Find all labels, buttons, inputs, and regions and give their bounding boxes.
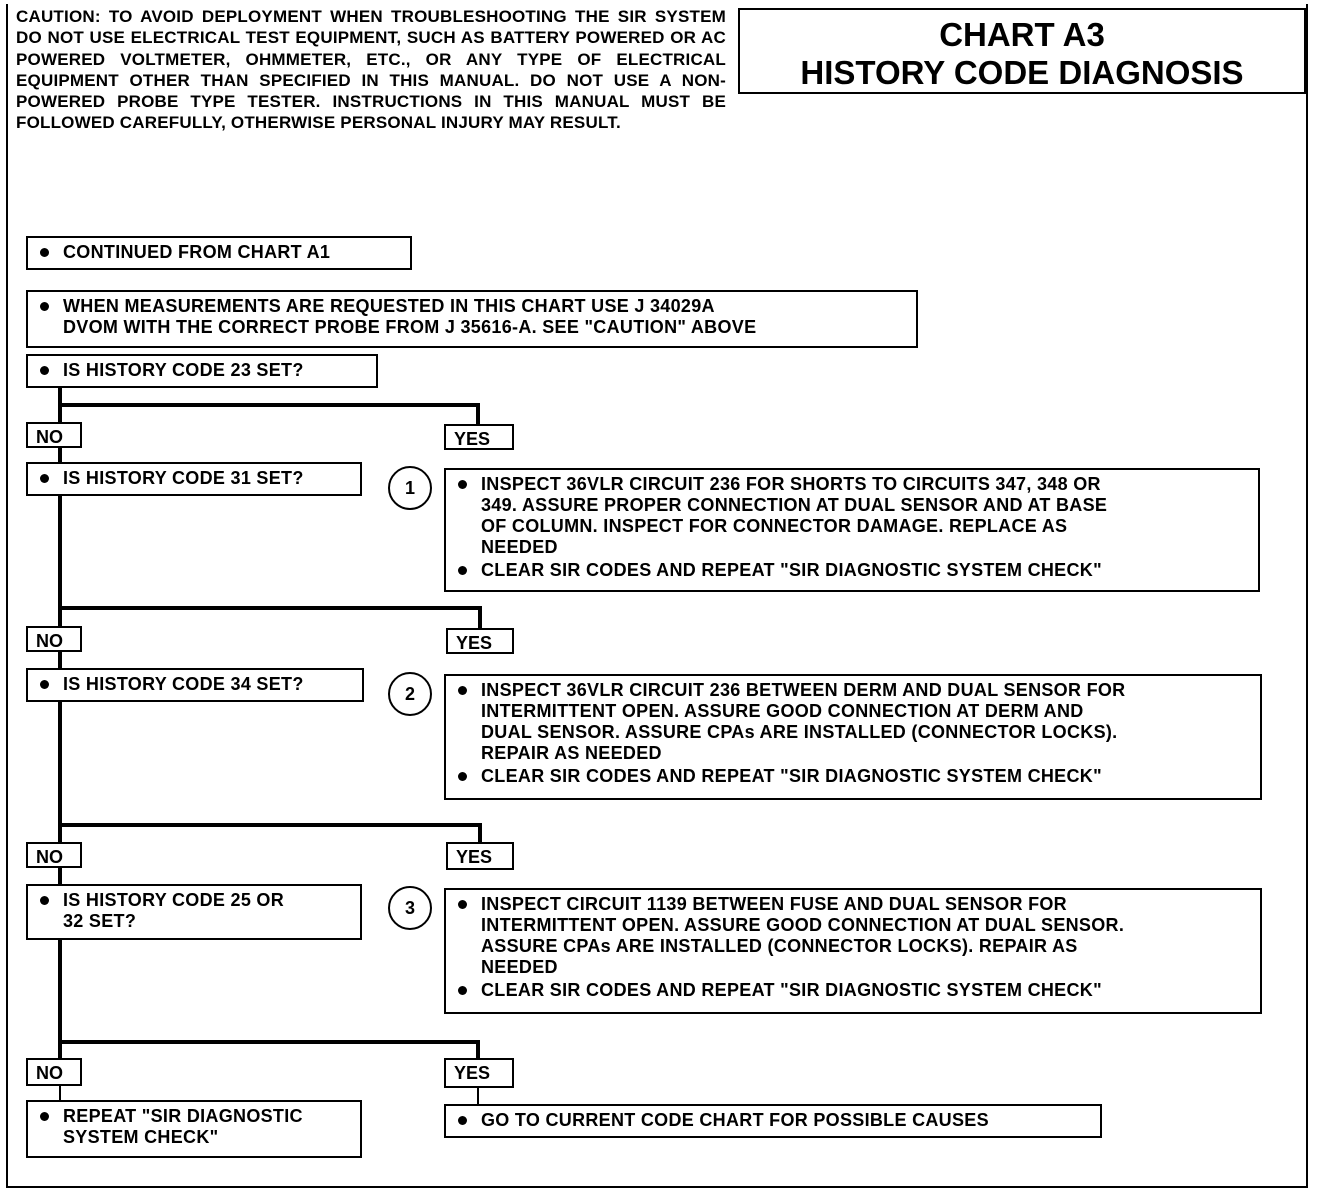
bullet-icon <box>40 680 49 689</box>
action-box-1 <box>444 468 1260 592</box>
yes-label-25: YES <box>444 1058 514 1088</box>
question-code-34 <box>26 668 364 702</box>
no-label-25: NO <box>26 1058 82 1086</box>
question-code-23 <box>26 354 378 388</box>
measurements-text: WHEN MEASUREMENTS ARE REQUESTED IN THIS CHART USE J 34029A DVOM WITH THE CORRECT PROBE FROM J 35616-A. SEE "CAUTION" ABOVE <box>63 296 757 337</box>
question-code-23-text: IS HISTORY CODE 23 SET? <box>63 360 304 380</box>
bullet-icon <box>40 302 49 311</box>
bullet-icon <box>458 900 467 909</box>
yes-connector-25 <box>60 1042 478 1058</box>
current-code-box <box>444 1104 1102 1138</box>
repeat-check-text: REPEAT "SIR DIAGNOSTIC SYSTEM CHECK" <box>63 1106 303 1147</box>
current-code-text: GO TO CURRENT CODE CHART FOR POSSIBLE CAUSES <box>481 1110 989 1130</box>
yes-label-34: YES <box>446 842 514 870</box>
question-code-31 <box>26 462 362 496</box>
bullet-icon <box>458 686 467 695</box>
question-code-25-32-text: IS HISTORY CODE 25 OR 32 SET? <box>63 890 285 931</box>
yes-connector-23 <box>60 405 478 424</box>
bullet-icon <box>458 480 467 489</box>
bullet-icon <box>40 896 49 905</box>
yes-connector-34 <box>60 825 480 842</box>
bullet-icon <box>458 986 467 995</box>
action-box-2 <box>444 674 1262 800</box>
measurements-box <box>26 290 918 348</box>
callout-2: 2 <box>388 672 432 716</box>
bullet-icon <box>458 772 467 781</box>
clear-codes-2-text: CLEAR SIR CODES AND REPEAT "SIR DIAGNOSTIC SYSTEM CHECK" <box>481 766 1102 786</box>
chart-title: HISTORY CODE DIAGNOSIS <box>800 54 1244 91</box>
callout-1: 1 <box>388 466 432 510</box>
bullet-icon <box>40 474 49 483</box>
bullet-icon <box>40 1112 49 1121</box>
callout-3: 3 <box>388 886 432 930</box>
action-3-text: INSPECT CIRCUIT 1139 BETWEEN FUSE AND DUAL SENSOR FOR INTERMITTENT OPEN. ASSURE GOOD CONNECTION AT DUAL SENSOR. ASSURE CPAs ARE INSTALLED (CONNECTOR LOCKS). REPAIR AS NEEDED <box>481 894 1125 977</box>
no-label-34: NO <box>26 842 82 868</box>
action-1-text: INSPECT 36VLR CIRCUIT 236 FOR SHORTS TO CIRCUITS 347, 348 OR 349. ASSURE PROPER CONNECTION AT DUAL SENSOR AND AT BASE OF COLUMN. INSPECT FOR CONNECTOR DAMAGE. REPLACE AS NEEDED <box>481 474 1108 557</box>
bullet-icon <box>458 1116 467 1125</box>
repeat-check-box <box>26 1100 362 1158</box>
bullet-icon <box>40 366 49 375</box>
continued-from-box <box>26 236 412 270</box>
continued-text: CONTINUED FROM CHART A1 <box>63 242 331 262</box>
yes-label-23: YES <box>444 424 514 450</box>
clear-codes-3-text: CLEAR SIR CODES AND REPEAT "SIR DIAGNOSTIC SYSTEM CHECK" <box>481 980 1102 1000</box>
yes-label-31: YES <box>446 628 514 654</box>
bullet-icon <box>40 248 49 257</box>
clear-codes-1-text: CLEAR SIR CODES AND REPEAT "SIR DIAGNOSTIC SYSTEM CHECK" <box>481 560 1102 580</box>
chart-number: CHART A3 <box>939 16 1105 53</box>
no-label-31: NO <box>26 626 82 652</box>
chart-title-box <box>738 8 1306 94</box>
no-label-23: NO <box>26 422 82 448</box>
question-code-34-text: IS HISTORY CODE 34 SET? <box>63 674 304 694</box>
question-code-25-32 <box>26 884 362 940</box>
bullet-icon <box>458 566 467 575</box>
action-box-3 <box>444 888 1262 1014</box>
action-2-text: INSPECT 36VLR CIRCUIT 236 BETWEEN DERM AND DUAL SENSOR FOR INTERMITTENT OPEN. ASSURE GOOD CONNECTION AT DERM AND DUAL SENSOR. ASSURE CPAs ARE INSTALLED (CONNECTOR LOCKS). REPAIR AS NEEDED <box>481 680 1126 763</box>
yes-connector-31 <box>60 608 480 628</box>
caution-note: CAUTION: TO AVOID DEPLOYMENT WHEN TROUBLESHOOTING THE SIR SYSTEM DO NOT USE ELECTRICAL TEST EQUIPMENT, SUCH AS BATTERY POWERED OR AC POWERED VOLTMETER, OHMMETER, ETC., OR ANY TYPE OF ELECTRICAL EQUIPMENT OTHER THAN SPECIFIED IN THIS MANUAL. DO NOT USE A NON-POWERED PROBE TYPE TESTER. INSTRUCTIONS IN THIS MANUAL MUST BE FOLLOWED CAREFULLY, OTHERWISE PERSONAL INJURY MAY RESULT. <box>16 7 726 133</box>
question-code-31-text: IS HISTORY CODE 31 SET? <box>63 468 304 488</box>
